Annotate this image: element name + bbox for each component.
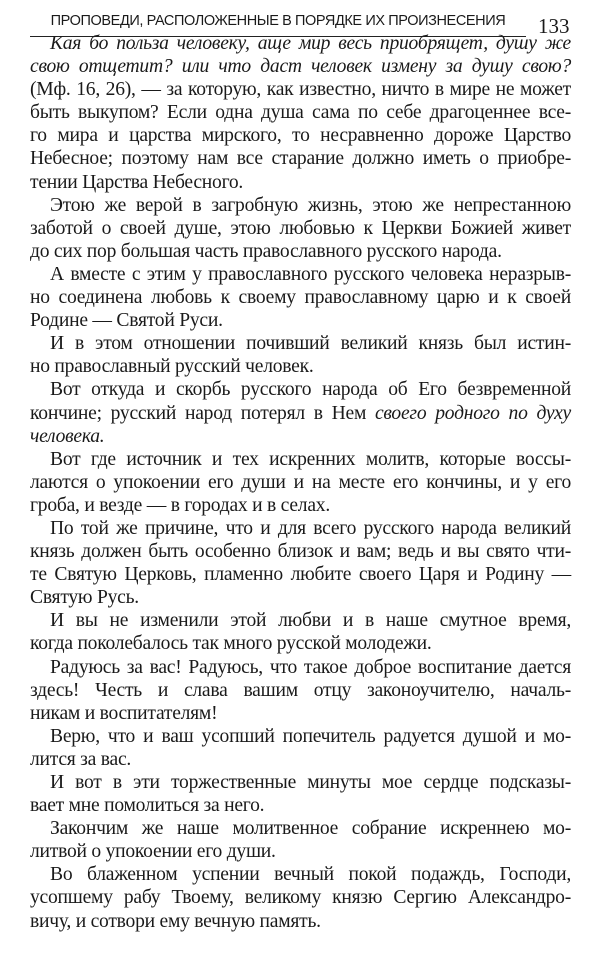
text-segment: вичу, и сотвори ему вечную память. bbox=[30, 910, 321, 932]
text-segment: кончине; русский народ потерял в Нем bbox=[30, 402, 375, 424]
text-line bbox=[30, 425, 571, 448]
text-line bbox=[30, 309, 571, 332]
text-line bbox=[30, 217, 571, 240]
text-line bbox=[30, 840, 571, 863]
text-line bbox=[30, 794, 571, 817]
text-line bbox=[30, 101, 571, 124]
page-number: 133 bbox=[538, 14, 570, 38]
text-segment: но православный русский человек. bbox=[30, 356, 314, 378]
text-line bbox=[30, 679, 571, 702]
text-segment: А вместе с этим у православного русского человека неразрыв- bbox=[50, 263, 571, 285]
text-line bbox=[30, 863, 571, 886]
text-segment: тении Царства Небесного. bbox=[30, 171, 244, 193]
text-line bbox=[30, 632, 571, 655]
text-line bbox=[30, 656, 571, 679]
text-segment: По той же причине, что и для всего русского народа великий bbox=[50, 517, 571, 539]
text-line bbox=[30, 55, 571, 78]
text-segment: Родине — Святой Руси. bbox=[30, 310, 223, 332]
text-line bbox=[30, 609, 571, 632]
text-segment: гроба, и везде — в городах и в селах. bbox=[30, 494, 330, 516]
text-line bbox=[30, 332, 571, 355]
text-line bbox=[30, 771, 571, 794]
text-segment: здесь! Честь и слава вашим отцу законоучителю, началь- bbox=[30, 679, 571, 701]
italic-text: своего родного по духу bbox=[374, 402, 571, 424]
text-line bbox=[30, 886, 571, 909]
text-line bbox=[30, 78, 571, 101]
text-segment: Радуюсь за вас! Радуюсь, что такое доброе воспитание дается bbox=[50, 656, 571, 678]
text-segment: Во блаженном успении вечный покой подаждь, Господи, bbox=[50, 864, 571, 886]
text-segment: усопшему рабу Твоему, великому князю Сергию Александро- bbox=[30, 887, 571, 909]
page-body-text bbox=[30, 32, 571, 933]
text-segment: Этою же верой в загробную жизнь, этою же непрестанною bbox=[50, 194, 571, 216]
text-segment: литвой о упокоении его души. bbox=[30, 841, 276, 863]
text-segment: но соединена любовь к своему православному царю и к своей bbox=[30, 287, 571, 309]
text-line bbox=[30, 171, 571, 194]
text-segment: Небесное; поэтому нам все старание должно иметь о приобре- bbox=[30, 148, 571, 170]
text-line bbox=[30, 494, 571, 517]
text-line bbox=[30, 448, 571, 471]
text-line bbox=[30, 725, 571, 748]
text-segment: И вот в эти торжественные минуты мое сердце подсказы- bbox=[50, 772, 571, 793]
text-segment: Святую Русь. bbox=[30, 587, 139, 609]
text-line bbox=[30, 194, 571, 217]
text-line bbox=[30, 748, 571, 771]
text-line bbox=[30, 124, 571, 147]
text-line bbox=[30, 378, 571, 401]
running-header-title: ПРОПОВЕДИ, РАСПОЛОЖЕННЫЕ В ПОРЯДКЕ ИХ ПРОИЗНЕСЕНИЯ bbox=[50, 13, 506, 29]
text-segment: Верю, что и ваш усопший попечитель радуется душой и мо- bbox=[50, 725, 571, 747]
text-segment: заботой о своей душе, этою любовью к Церкви Божией живет bbox=[30, 217, 571, 239]
text-line bbox=[30, 563, 571, 586]
text-line bbox=[30, 402, 571, 425]
text-line bbox=[30, 147, 571, 170]
text-segment: И вы не изменили этой любви и в наше смутное время, bbox=[50, 610, 571, 632]
text-segment: И в этом отношении почивший великий князь был истин- bbox=[50, 333, 571, 355]
text-line bbox=[30, 540, 571, 563]
text-segment: до сих пор большая часть православного русского народа. bbox=[30, 240, 502, 262]
text-line bbox=[30, 817, 571, 840]
text-segment: вает мне помолиться за него. bbox=[30, 795, 265, 817]
text-segment: те Святую Церковь, пламенно любите своего Царя и Родину — bbox=[30, 564, 571, 586]
text-line bbox=[30, 471, 571, 494]
text-segment: Закончим же наше молитвенное собрание искреннею мо- bbox=[50, 818, 571, 840]
text-line bbox=[30, 286, 571, 309]
text-segment: лаются о упокоении его души и на месте его кончины, и у его bbox=[30, 471, 571, 493]
text-line bbox=[30, 240, 571, 263]
italic-text: человека. bbox=[30, 425, 105, 447]
text-line bbox=[30, 263, 571, 286]
italic-text: свою отщетит? или что даст человек измену за душу свою? bbox=[30, 56, 571, 78]
text-line bbox=[30, 702, 571, 725]
text-segment: (Мф. 16, 26), — за которую, как известно, ничто в мире не может bbox=[30, 79, 571, 101]
text-segment: никам и воспитателям! bbox=[30, 702, 218, 724]
italic-text: Кая бо польза человеку, аще мир весь приобрящет, душу же bbox=[50, 33, 571, 54]
text-segment: Вот откуда и скорбь русского народа об Его безвременной bbox=[50, 379, 571, 401]
text-segment: когда поколебалось так много русской молодежи. bbox=[30, 633, 432, 655]
text-segment: Вот где источник и тех искренних молитв, которые воссы- bbox=[50, 448, 571, 470]
text-line bbox=[30, 355, 571, 378]
text-segment: лится за вас. bbox=[30, 748, 132, 770]
text-segment: быть выкупом? Если одна душа сама по себе драгоценнее все- bbox=[30, 102, 571, 124]
text-line bbox=[30, 910, 571, 933]
text-line bbox=[30, 517, 571, 540]
text-segment: го мира и царства мирского, то несравненно дороже Царство bbox=[30, 125, 571, 147]
text-line bbox=[30, 32, 571, 55]
text-segment: князь должен быть особенно близок и вам; ведь и вы свято чти- bbox=[30, 541, 571, 563]
text-line bbox=[30, 586, 571, 609]
